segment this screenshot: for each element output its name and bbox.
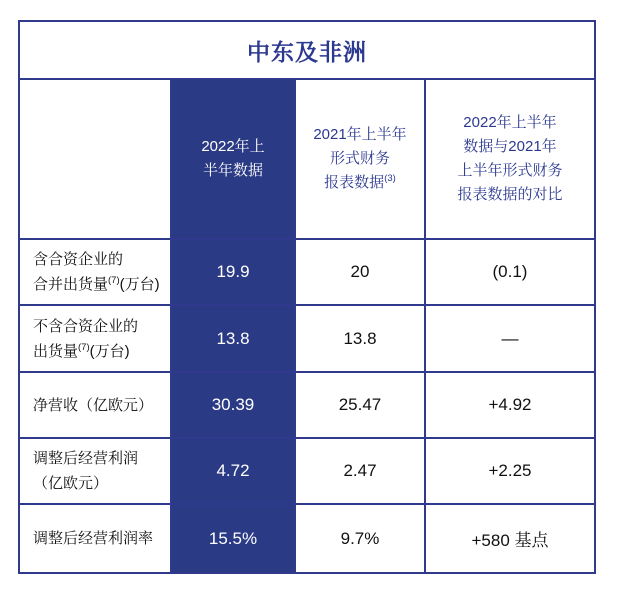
value-2022-net-revenue: 30.39 — [172, 373, 294, 437]
row-label-net-revenue: 净营收（亿欧元） — [20, 373, 170, 437]
row-label-shipments-incl-jv: 含合资企业的 合并出货量$^{(7)}$(万台) — [20, 240, 170, 304]
footnote-7-superscript: (7) — [108, 275, 120, 286]
value-2021-adjusted-operating-profit: 2.47 — [296, 439, 424, 503]
header-col-2021-proforma — [296, 80, 424, 238]
header-col-2021-text: 2021年上半年 形式财务 报表数据$^{(3)}$ — [313, 126, 407, 191]
value-2022-shipments-excl-jv: 13.8 — [172, 306, 294, 371]
value-2021-shipments-incl-jv: 20 — [296, 240, 424, 304]
table-title: 中东及非洲 — [20, 22, 594, 78]
value-2022-shipments-incl-jv: 19.9 — [172, 240, 294, 304]
value-delta-adjusted-operating-profit: +2.25 — [426, 439, 594, 503]
value-delta-shipments-incl-jv: (0.1) — [426, 240, 594, 304]
value-2022-adjusted-operating-margin: 15.5% — [172, 505, 294, 572]
value-delta-adjusted-operating-margin: +580 基点 — [426, 505, 594, 572]
regional-financial-table — [18, 20, 596, 574]
header-col-metric-empty — [20, 80, 170, 238]
header-col-2022-data — [172, 80, 294, 238]
footnote-7-superscript: (7) — [78, 341, 90, 353]
header-col-comparison — [426, 80, 594, 238]
header-col-comparison-text: 2022年上半年 数据与2021年 上半年形式财务 报表数据的对比 — [457, 114, 563, 203]
value-2021-adjusted-operating-margin: 9.7% — [296, 505, 424, 572]
row-label-adjusted-operating-margin: 调整后经营利润率 — [20, 505, 170, 572]
value-2022-adjusted-operating-profit: 4.72 — [172, 439, 294, 503]
value-delta-shipments-excl-jv: — — [426, 306, 594, 371]
header-col-2022-text: 2022年上 半年数据 — [201, 138, 265, 179]
value-delta-net-revenue: +4.92 — [426, 373, 594, 437]
footnote-3-superscript: (3) — [384, 173, 396, 184]
row-label-shipments-excl-jv: 不含合资企业的 出货量$^{(7)}$(万台) — [20, 306, 170, 371]
value-2021-net-revenue: 25.47 — [296, 373, 424, 437]
value-2021-shipments-excl-jv: 13.8 — [296, 306, 424, 371]
row-label-adjusted-operating-profit: 调整后经营利润 （亿欧元） — [20, 439, 170, 503]
